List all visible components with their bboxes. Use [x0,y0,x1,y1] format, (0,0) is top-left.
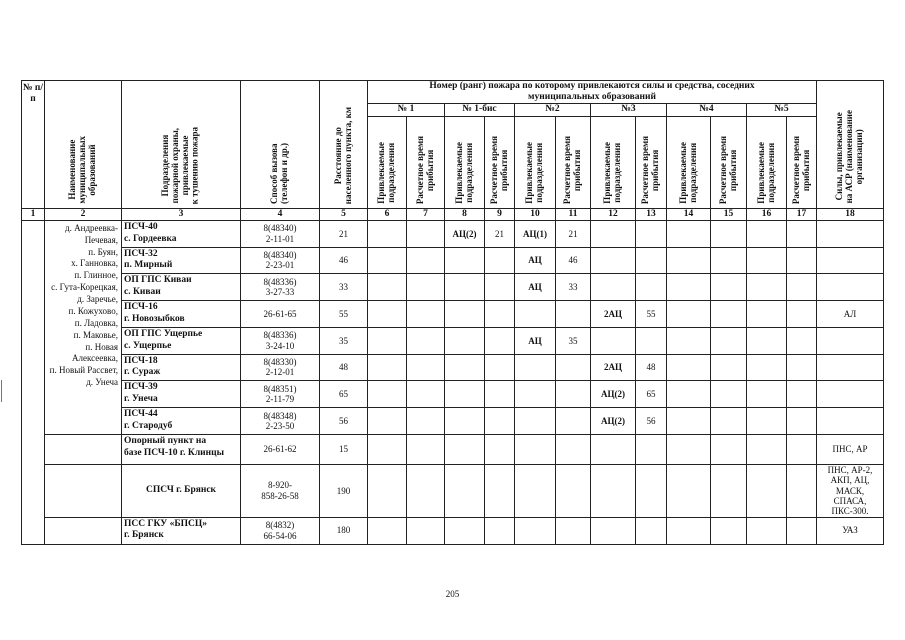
fire-unit-cell [122,408,241,435]
rank-time-cell [407,464,445,517]
rank-time-cell [787,381,817,408]
fire-unit-cell [122,434,241,464]
distance-cell: 180 [320,517,368,544]
fire-unit-location: г. Брянск [124,530,164,541]
rank-units-cell [747,381,787,408]
rank-units-cell [368,327,407,354]
call-method-cell: 8(48340) 2-11-01 [241,220,320,247]
rank-units-cell [591,464,636,517]
rank-time-cell [407,434,445,464]
rank-units-cell [445,247,485,274]
rank-time-cell [711,354,747,381]
asr-forces-cell [817,327,884,354]
subheader-time: Расчетное время прибытия [711,116,747,208]
rank-time-cell [711,517,747,544]
column-number: 7 [407,208,445,220]
subheader-units: Привлекаемые подразделения [667,116,711,208]
rank-time-cell [711,434,747,464]
rank-time-cell [787,301,817,328]
subheader-units: Привлекаемые подразделения [747,116,787,208]
rank-units-cell [515,408,556,435]
rank-time-cell: 46 [556,247,591,274]
header-municipalities: Наименование муниципальных образований [45,81,122,209]
fire-unit-cell [122,301,241,328]
rank-units-cell [445,301,485,328]
municipality-cell [45,464,122,517]
fire-unit-cell [122,327,241,354]
call-method-cell: 8(48330) 2-12-01 [241,354,320,381]
column-number: 17 [787,208,817,220]
column-number: 18 [817,208,884,220]
rank-units-cell [667,381,711,408]
rank-units-cell [591,517,636,544]
rank-time-cell [556,408,591,435]
municipality-cell [45,434,122,464]
call-method-cell: 8(48336) 3-24-10 [241,327,320,354]
rank-time-cell [485,274,515,301]
table-row [22,301,884,328]
rank-units-cell [445,408,485,435]
column-number: 16 [747,208,787,220]
column-number: 11 [556,208,591,220]
header-rank-2: №2 [515,103,591,116]
header-rank-4: №4 [667,103,747,116]
fire-unit-location: п. Мирный [124,260,173,271]
rank-time-cell [485,434,515,464]
asr-forces-cell [817,354,884,381]
page-number: 205 [445,589,460,599]
rank-time-cell [787,247,817,274]
asr-forces-cell [817,381,884,408]
rank-time-cell [636,464,667,517]
rank-units-cell [368,434,407,464]
asr-forces-cell: ПНС, АР [817,434,884,464]
rank-time-cell [556,301,591,328]
table-row [22,381,884,408]
distance-cell: 15 [320,434,368,464]
rank-time-cell [787,274,817,301]
rank-units-cell [747,301,787,328]
fire-unit-name: ПСЧ-18 [124,355,158,366]
subheader-time: Расчетное время прибытия [556,116,591,208]
rank-units-cell: АЦ [515,274,556,301]
rank-units-cell [445,517,485,544]
rank-units-cell [667,327,711,354]
distance-cell: 55 [320,301,368,328]
header-rank-3: №3 [591,103,667,116]
rank-units-cell: АЦ [515,247,556,274]
fire-unit-name: ПСЧ-39 [124,382,158,393]
municipalities-list: д. Андреевка-Печевая, п. Буян, х. Ганновка, п. Глинное, с. Гута-Корецкая, д. Заречье, п. Кожухово, п. Ладовка, п. Маковье, п. Новая Алексеевка, п. Новый Рассвет, д. Унеча [45,220,122,434]
rank-time-cell [407,354,445,381]
rank-units-cell [747,354,787,381]
table-row [22,247,884,274]
table-row [22,434,884,464]
rank-units-cell [368,274,407,301]
fire-unit-cell [122,354,241,381]
fire-unit-location: с. Гордеевка [124,233,177,244]
fire-unit-name: Опорный пункт на [124,435,207,446]
fire-unit-location: базе ПСЧ-10 г. Клинцы [124,447,224,458]
rank-time-cell [711,381,747,408]
subheader-units: Привлекаемые подразделения [515,116,556,208]
rank-units-cell [515,517,556,544]
rank-time-cell: 56 [636,408,667,435]
rank-time-cell [787,220,817,247]
rank-time-cell [407,408,445,435]
fire-unit-cell [122,220,241,247]
rank-units-cell [591,327,636,354]
subheader-time: Расчетное время прибытия [636,116,667,208]
asr-forces-cell: ПНС, АР-2, АКП, АЦ, МАСК, СПАСА, ПКС-300. [817,464,884,517]
distance-cell: 56 [320,408,368,435]
column-number: 12 [591,208,636,220]
rank-time-cell [556,517,591,544]
header-fire-units: Подразделения пожарной охраны, привлекаемые к тушению пожара [122,81,241,209]
call-method-cell: 8(48348) 2-23-50 [241,408,320,435]
rank-units-cell: АЦ(2) [591,381,636,408]
rank-time-cell [636,274,667,301]
rank-time-cell [711,220,747,247]
column-number: 5 [320,208,368,220]
rank-time-cell [407,301,445,328]
fire-unit-location: с. Ущерпье [124,340,172,351]
municipality-cell [45,517,122,544]
column-number: 15 [711,208,747,220]
rank-time-cell [711,408,747,435]
rank-time-cell [787,408,817,435]
rank-units-cell [591,247,636,274]
rank-units-cell [747,464,787,517]
table-row [22,464,884,517]
rank-time-cell [485,301,515,328]
call-method-cell: 8(4832) 66-54-06 [241,517,320,544]
rank-units-cell [591,274,636,301]
rank-units-cell [515,301,556,328]
rank-time-cell [485,327,515,354]
fire-unit-cell [122,517,241,544]
rank-units-cell [667,354,711,381]
column-number: 10 [515,208,556,220]
rank-units-cell [515,464,556,517]
rank-time-cell [711,247,747,274]
table-row [22,274,884,301]
rank-time-cell: 21 [485,220,515,247]
table-row [22,327,884,354]
distance-cell: 46 [320,247,368,274]
distance-cell: 33 [320,274,368,301]
header-rank-5: №5 [747,103,817,116]
fire-unit-cell [122,274,241,301]
rank-units-cell [515,354,556,381]
fire-units-table [21,80,884,545]
fire-unit-location: г. Унеча [124,394,158,405]
header-rank-1bis: № 1-бис [445,103,515,116]
header-call-method: Способ вызова (телефон и др.) [241,81,320,209]
column-number: 4 [241,208,320,220]
rank-time-cell [636,434,667,464]
asr-forces-cell [817,247,884,274]
fire-unit-name: ПСЧ-16 [124,302,158,313]
rank-units-cell [667,220,711,247]
rank-time-cell [636,327,667,354]
column-number: 3 [122,208,241,220]
rank-units-cell: 2АЦ [591,301,636,328]
rank-units-cell [445,381,485,408]
rank-units-cell [368,517,407,544]
column-number: 8 [445,208,485,220]
rank-time-cell [485,464,515,517]
rank-time-cell [485,517,515,544]
rank-time-cell [787,354,817,381]
rank-units-cell: АЦ(2) [591,408,636,435]
rank-units-cell [515,381,556,408]
rank-units-cell [368,301,407,328]
margin-mark [1,380,2,402]
rank-time-cell [787,434,817,464]
rank-units-cell [667,408,711,435]
subheader-time: Расчетное время прибытия [787,116,817,208]
rank-time-cell [407,327,445,354]
call-method-cell: 8(48351) 2-11-79 [241,381,320,408]
rank-units-cell [368,464,407,517]
rank-units-cell: АЦ [515,327,556,354]
distance-cell: 21 [320,220,368,247]
rank-time-cell [556,434,591,464]
call-method-cell: 26-61-65 [241,301,320,328]
rank-units-cell: АЦ(2) [445,220,485,247]
rank-units-cell [368,247,407,274]
column-number: 2 [45,208,122,220]
call-method-cell: 8-920- 858-26-58 [241,464,320,517]
rank-time-cell: 35 [556,327,591,354]
rank-units-cell [667,247,711,274]
rank-time-cell [711,464,747,517]
fire-unit-location: г. Сураж [124,367,161,378]
rank-time-cell [711,327,747,354]
asr-forces-cell [817,408,884,435]
asr-forces-cell [817,220,884,247]
rank-units-cell [747,408,787,435]
rank-units-cell [368,220,407,247]
fire-unit-cell [122,381,241,408]
header-num: № п/п [22,81,45,209]
rank-time-cell [711,274,747,301]
table-row [22,220,884,247]
rank-time-cell [787,517,817,544]
call-method-cell: 26-61-62 [241,434,320,464]
rank-units-cell: АЦ(1) [515,220,556,247]
fire-unit-name: ОП ГПС Киваи [124,275,192,286]
column-number: 9 [485,208,515,220]
rank-units-cell [667,517,711,544]
column-number: 13 [636,208,667,220]
header-asr-forces: Силы, привлекаемые на АСР (наименование организации) [817,81,884,209]
fire-unit-cell [122,464,241,517]
rank-time-cell: 21 [556,220,591,247]
rank-units-cell [591,434,636,464]
rank-units-cell [747,220,787,247]
rank-time-cell [407,381,445,408]
rank-time-cell [485,381,515,408]
rank-units-cell [667,434,711,464]
subheader-units: Привлекаемые подразделения [368,116,407,208]
rank-units-cell [368,381,407,408]
rank-time-cell: 65 [636,381,667,408]
rank-time-cell [787,327,817,354]
header-distance: Расстояние до населенного пункта, км [320,81,368,209]
fire-unit-name: ПСС ГКУ «БПСЦ» [124,518,207,529]
rank-units-cell [445,434,485,464]
rank-time-cell [407,220,445,247]
rank-units-cell [368,354,407,381]
rank-time-cell: 33 [556,274,591,301]
column-number: 6 [368,208,407,220]
column-number: 1 [22,208,45,220]
rank-time-cell [636,517,667,544]
rank-time-cell [485,408,515,435]
fire-unit-name: ОП ГПС Ущерпье [124,328,203,339]
fire-unit-location: с. Киваи [124,287,161,298]
rank-time-cell [636,247,667,274]
rank-time-cell [787,464,817,517]
subheader-time: Расчетное время прибытия [485,116,515,208]
table-row [22,354,884,381]
rank-units-cell [515,434,556,464]
asr-forces-cell: АЛ [817,301,884,328]
rank-time-cell [711,301,747,328]
table-row [22,517,884,544]
rank-time-cell [407,274,445,301]
rank-units-cell [667,464,711,517]
rank-units-cell [591,220,636,247]
rank-units-cell [445,274,485,301]
header-rank-group: Номер (ранг) пожара по которому привлекаются силы и средства, соседних муниципальных образований [368,81,817,104]
fire-unit-location: г. Новозыбков [124,313,185,324]
rank-time-cell: 55 [636,301,667,328]
distance-cell: 48 [320,354,368,381]
table-row [22,408,884,435]
rank-units-cell [747,517,787,544]
distance-cell: 35 [320,327,368,354]
fire-unit-name: ПСЧ-32 [124,248,158,259]
rank-time-cell [556,354,591,381]
subheader-units: Привлекаемые подразделения [591,116,636,208]
rank-units-cell [747,247,787,274]
rank-units-cell [445,464,485,517]
rank-units-cell [445,354,485,381]
rank-time-cell [485,354,515,381]
rank-units-cell: 2АЦ [591,354,636,381]
distance-cell: 190 [320,464,368,517]
column-number: 14 [667,208,711,220]
rank-units-cell [368,408,407,435]
rank-time-cell [485,247,515,274]
fire-unit-name: ПСЧ-44 [124,409,158,420]
distance-cell: 65 [320,381,368,408]
fire-unit-name: СПСЧ г. Брянск [145,484,217,495]
rank-time-cell [407,247,445,274]
asr-forces-cell: УАЗ [817,517,884,544]
rank-units-cell [747,434,787,464]
fire-unit-location: г. Стародуб [124,420,173,431]
rank-time-cell [407,517,445,544]
rank-units-cell [747,327,787,354]
subheader-time: Расчетное время прибытия [407,116,445,208]
rank-units-cell [747,274,787,301]
rank-time-cell [556,381,591,408]
call-method-cell: 8(48340) 2-23-01 [241,247,320,274]
fire-unit-name: ПСЧ-40 [124,221,158,232]
rank-time-cell [636,220,667,247]
rank-time-cell [556,464,591,517]
call-method-cell: 8(48336) 3-27-33 [241,274,320,301]
fire-unit-cell [122,247,241,274]
asr-forces-cell [817,274,884,301]
subheader-units: Привлекаемые подразделения [445,116,485,208]
rank-units-cell [667,301,711,328]
row-number-cell [22,220,45,544]
rank-units-cell [667,274,711,301]
header-rank-1: № 1 [368,103,445,116]
rank-units-cell [445,327,485,354]
rank-time-cell: 48 [636,354,667,381]
